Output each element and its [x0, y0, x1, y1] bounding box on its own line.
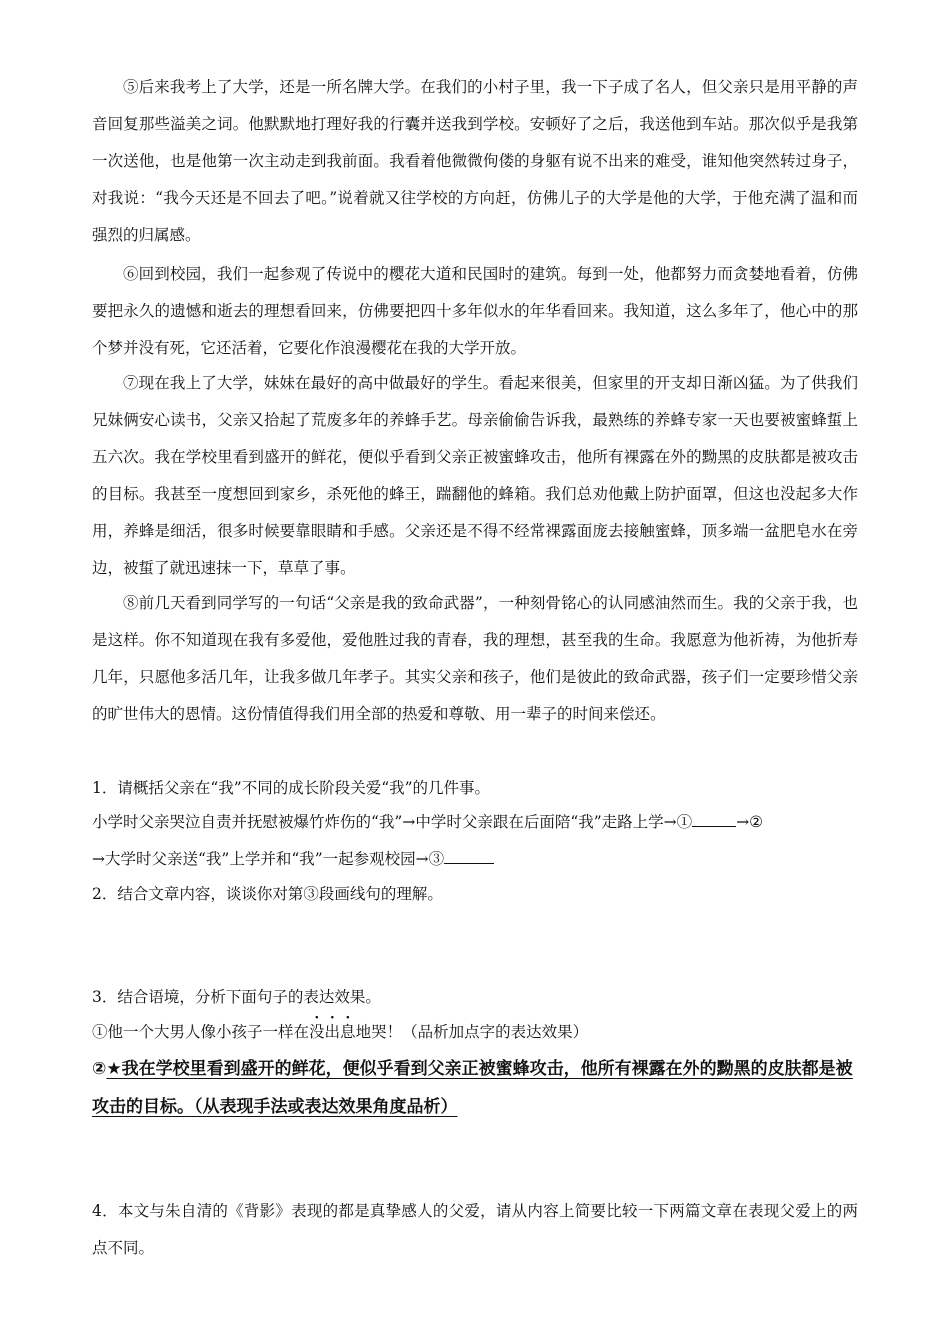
q1-line1-mid: →②	[736, 813, 764, 831]
answer-blank-3[interactable]	[444, 849, 494, 864]
question-1-answer-line-1	[92, 810, 858, 834]
q1-line1-text: 小学时父亲哭泣自责并抚慰被爆竹炸伤的“我”→中学时父亲跟在后面陪“我”走路上学→①	[92, 813, 693, 831]
dotted-char-3: 息	[340, 1023, 356, 1041]
question-1-prompt: 1．请概括父亲在“我”不同的成长阶段关爱“我”的几件事。	[92, 779, 491, 797]
dotted-char-2: 出	[324, 1023, 341, 1041]
q3-s2-prefix: ②	[92, 1059, 107, 1079]
paragraph-7: ⑦现在我上了大学，妹妹在最好的高中做最好的学生。看起来很美，但家里的开支却日渐凶猛。为了供我们兄妹俩安心读书，父亲又拾起了荒废多年的养蜂手艺。母亲偷偷告诉我，最熟练的养蜂专家一天也要被蜜蜂蜇上五六次。我在学校里看到盛开的鲜花，便似乎看到父亲正被蜜蜂攻击，他所有裸露在外的黝黑的皮肤都是被攻击的目标。我甚至一度想回到家乡，杀死他的蜂王，踹翻他的蜂箱。我们总劝他戴上防护面罩，但这也没起多大作用，养蜂是细活，很多时候要靠眼睛和手感。父亲还是不得不经常裸露面庞去接触蜜蜂，顶多端一盆肥皂水在旁边，被蜇了就迅速抹一下，草草了事。	[92, 374, 858, 577]
paragraph-8: ⑧前几天看到同学写的一句话“父亲是我的致命武器”，一种刻骨铭心的认同感油然而生。我的父亲于我，也是这样。你不知道现在我有多爱他，爱他胜过我的青春，我的理想，甚至我的生命。我愿意为他祈祷，为他折寿几年，只愿他多活几年，让我多做几年孝子。其实父亲和孩子，他们是彼此的致命武器，孩子们一定要珍惜父亲的旷世伟大的恩情。这份情值得我们用全部的热爱和尊敬、用一辈子的时间来偿还。	[92, 594, 858, 723]
question-1-answer-line-2	[92, 847, 858, 871]
question-3-prompt: 3．结合语境，分析下面句子的表达效果。	[92, 988, 381, 1006]
question-2-prompt: 2．结合文章内容，谈谈你对第③段画线句的理解。	[92, 885, 443, 903]
paragraph-6: ⑥回到校园，我们一起参观了传说中的樱花大道和民国时的建筑。每到一处，他都努力而贪婪地看着，仿佛要把永久的遗憾和逝去的理想看回来，仿佛要把四十多年似水的年华看回来。我知道，这么多年了，他心中的那个梦并没有死，它还活着，它要化作浪漫樱花在我的大学开放。	[92, 265, 858, 357]
answer-blank-1[interactable]	[692, 812, 736, 827]
dotted-char-1: 没	[309, 1023, 325, 1041]
q1-line2-text: →大学时父亲送“我”上学并和“我”一起参观校园→③	[92, 850, 445, 868]
question-4-prompt: 4．本文与朱自清的《背影》表现的都是真挚感人的父爱，请从内容上简要比较一下两篇文章在表现父爱上的两点不同。	[92, 1202, 858, 1257]
question-3-sentence-2	[92, 1050, 858, 1126]
q3-s1-before: ①他一个大男人像小孩子一样在	[92, 1023, 310, 1041]
q3-s2-underlined-text: ★我在学校里看到盛开的鲜花，便似乎看到父亲正被蜜蜂攻击，他所有裸露在外的黝黑的皮肤都是被攻击的目标。（从表现手法或表达效果角度品析）	[92, 1059, 853, 1117]
question-3-sentence-1	[92, 1020, 858, 1044]
paragraph-5: ⑤后来我考上了大学，还是一所名牌大学。在我们的小村子里，我一下子成了名人，但父亲只是用平静的声音回复那些溢美之词。他默默地打理好我的行囊并送我到学校。安顿好了之后，我送他到车站。那次似乎是我第一次送他，也是他第一次主动走到我前面。我看着他微微佝偻的身躯有说不出来的难受，谁知他突然转过身子，对我说：“我今天还是不回去了吧。”说着就又往学校的方向赶，仿佛儿子的大学是他的大学，于他充满了温和而强烈的归属感。	[92, 78, 858, 244]
q3-s1-after: 地哭！（品析加点字的表达效果）	[355, 1023, 589, 1041]
